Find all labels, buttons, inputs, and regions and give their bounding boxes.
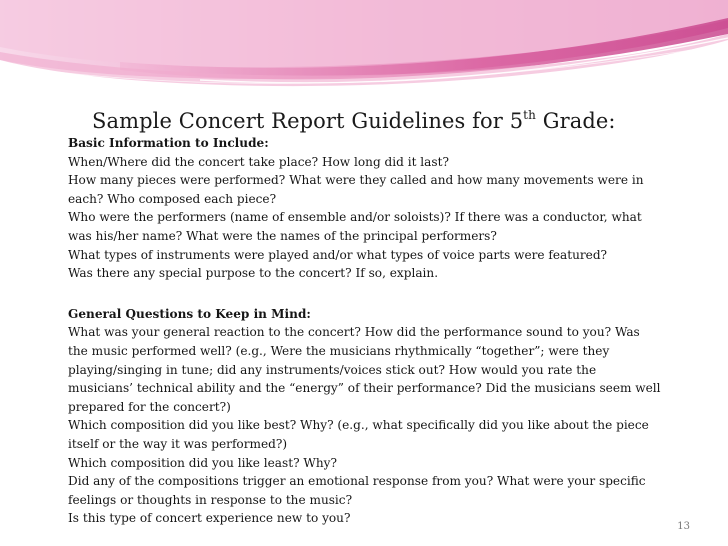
text-line: the music performed well? (e.g., Were the musicians rhythmically “together”; were they xyxy=(68,343,610,358)
title-end: Grade: xyxy=(535,109,616,133)
text-line: Who were the performers (name of ensemble and/or soloists)? If there was a conductor, what xyxy=(68,210,642,225)
text-line: Did any of the compositions trigger an emotional response from you? What were your specific xyxy=(68,474,646,489)
text-line: What was your general reaction to the concert? How did the performance sound to you? Was xyxy=(68,325,640,340)
text-line: When/Where did the concert take place? How long did it last? xyxy=(68,154,449,169)
text-line: musicians’ technical ability and the “energy” of their performance? Did the musicians seem well xyxy=(68,381,661,396)
guidelines-body xyxy=(68,134,688,528)
section-heading-general-questions: General Questions to Keep in Mind: xyxy=(68,306,311,321)
text-line: prepared for the concert?) xyxy=(68,399,231,414)
header-wave-band xyxy=(0,0,728,95)
text-line: Was there any special purpose to the concert? If so, explain. xyxy=(68,266,439,281)
text-line: itself or the way it was performed?) xyxy=(68,436,288,451)
text-line: feelings or thoughts in response to the music? xyxy=(68,492,353,507)
section-gap xyxy=(68,283,688,305)
text-line: What types of instruments were played and/or what types of voice parts were featured? xyxy=(68,247,608,262)
text-line: was his/her name? What were the names of the principal performers? xyxy=(68,228,497,243)
page-number: 13 xyxy=(677,521,690,532)
title-main: Sample Concert Report Guidelines for 5 xyxy=(92,109,524,133)
section-heading-basic-info: Basic Information to Include: xyxy=(68,136,269,150)
page-title xyxy=(92,107,616,135)
title-superscript: th xyxy=(523,108,536,122)
text-line: Is this type of concert experience new to you? xyxy=(68,511,351,526)
text-line: playing/singing in tune; did any instruments/voices stick out? How would you rate the xyxy=(68,362,597,377)
text-line: Which composition did you like least? Why? xyxy=(68,455,337,470)
text-line: How many pieces were performed? What were they called and how many movements were in xyxy=(68,173,644,188)
text-line: each? Who composed each piece? xyxy=(68,191,277,206)
text-line: Which composition did you like best? Why? (e.g., what specifically did you like about the piece xyxy=(68,418,649,433)
